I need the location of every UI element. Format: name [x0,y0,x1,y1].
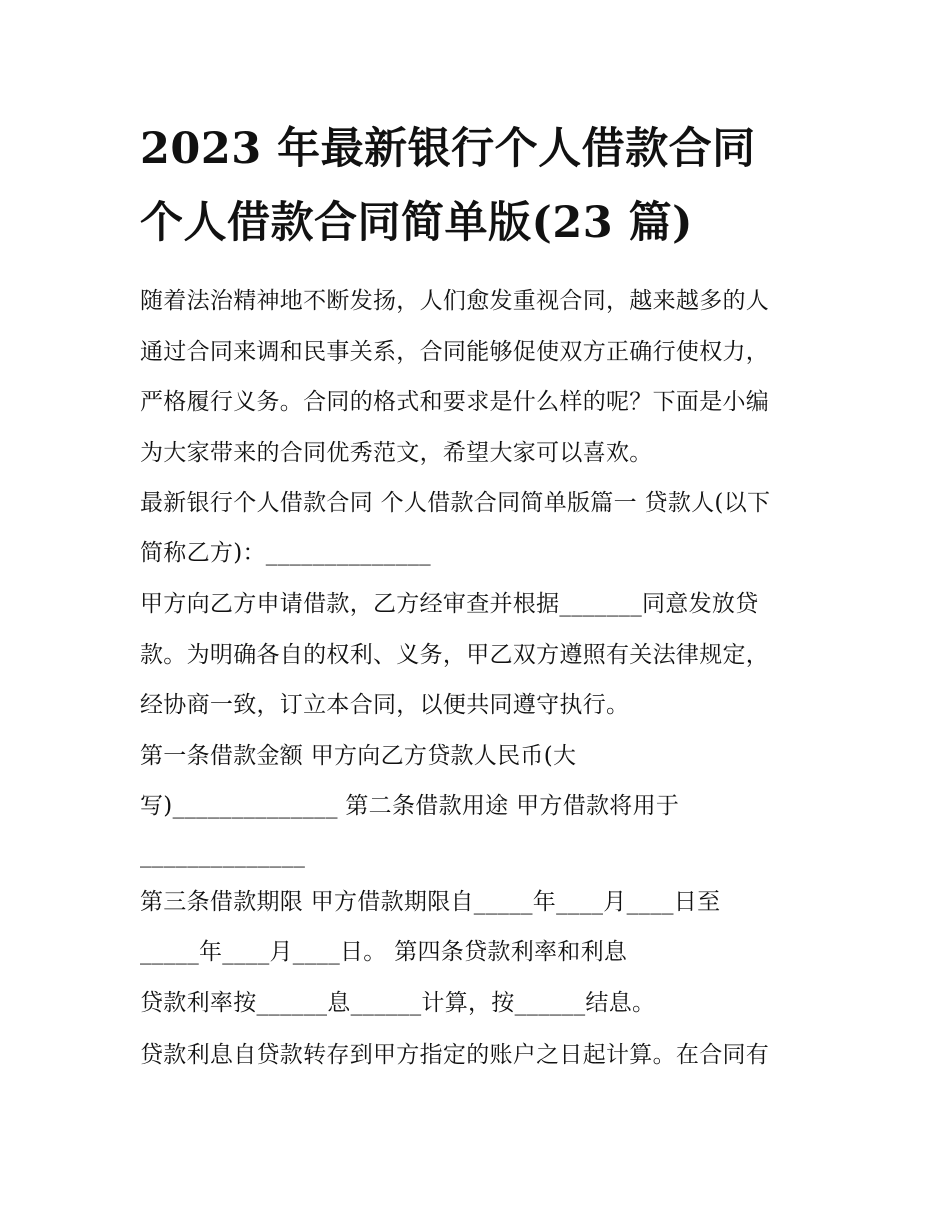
section-heading-line-2: 简称乙方)：______________ [140,540,431,566]
clause-intro-line-2: 款。为明确各自的权利、义务，甲乙双方遵照有关法律规定， [140,642,770,668]
title-line-1: 2023 年最新银行个人借款合同 [140,124,756,174]
article-one-line-1: 第一条借款金额 甲方向乙方贷款人民币(大 [140,743,577,769]
article-four-line-1: 贷款利率按______息______计算，按______结息。 [140,990,656,1016]
section-heading-line-1: 最新银行个人借款合同 个人借款合同简单版篇一 贷款人(以下 [140,490,771,516]
article-one-line-2: 写)______________ 第二条借款用途 甲方借款将用于 [140,793,680,819]
article-three-line-1: 第三条借款期限 甲方借款期限自_____年____月____日至 [140,889,721,915]
intro-line-2: 通过合同来调和民事关系，合同能够促使双方正确行使权力， [140,339,770,365]
intro-line-4: 为大家带来的合同优秀范文，希望大家可以喜欢。 [140,440,653,466]
intro-line-1: 随着法治精神地不断发扬，人们愈发重视合同，越来越多的人 [140,288,770,314]
intro-line-3: 严格履行义务。合同的格式和要求是什么样的呢？下面是小编 [140,389,770,415]
document-title [140,112,840,260]
article-four-line-2: 贷款利息自贷款转存到甲方指定的账户之日起计算。在合同有 [140,1042,770,1068]
clause-intro-line-3: 经协商一致，订立本合同，以便共同遵守执行。 [140,692,630,718]
title-line-2: 个人借款合同简单版(23 篇) [140,198,693,248]
article-three-line-2: _____年____月____日。 第四条贷款利率和利息 [140,939,628,965]
article-two-blank-line: ______________ [140,842,306,868]
clause-intro-line-1: 甲方向乙方申请借款，乙方经审查并根据_______同意发放贷 [140,591,759,617]
